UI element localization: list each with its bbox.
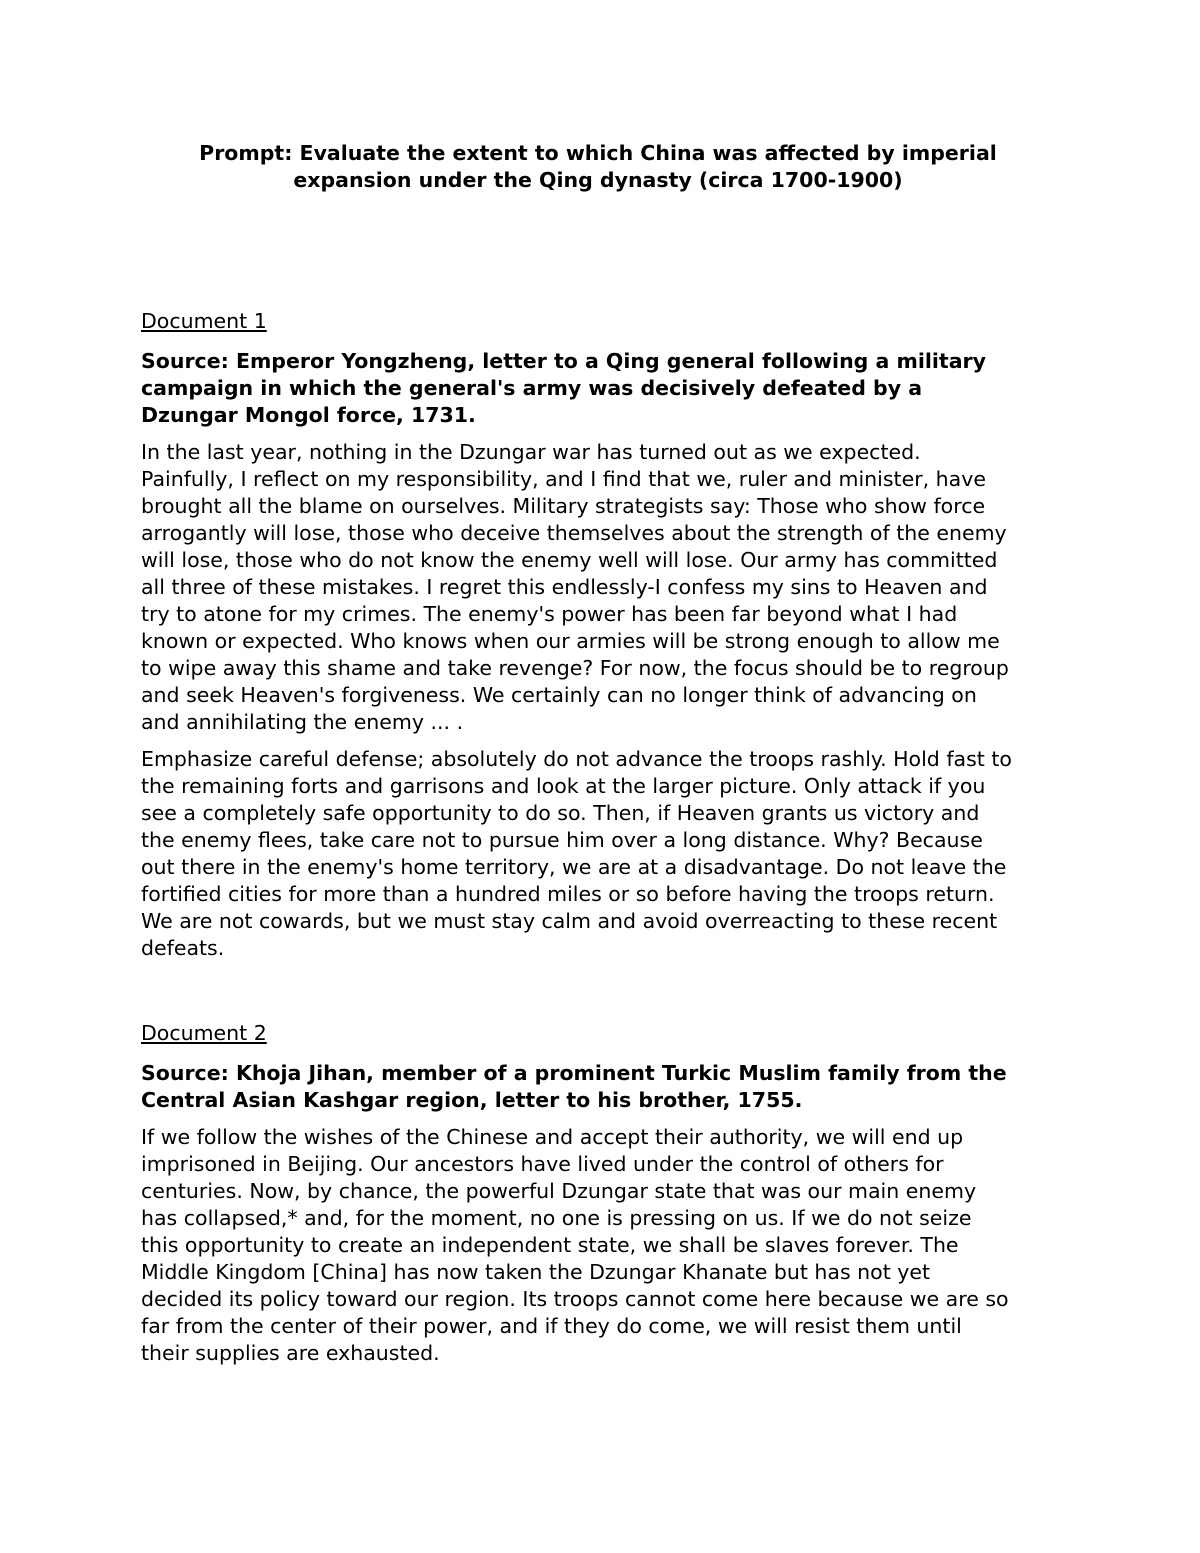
text-line: to wipe away this shame and take revenge? For now, the focus should be to regroup — [141, 656, 1009, 680]
source-line: campaign in which the general's army was decisively defeated by a — [141, 376, 923, 400]
document-1-source — [141, 348, 1061, 429]
text-line: far from the center of their power, and if they do come, we will resist them until — [141, 1314, 962, 1338]
text-line: Middle Kingdom [China] has now taken the Dzungar Khanate but has not yet — [141, 1260, 931, 1284]
document-1-paragraph-1 — [141, 439, 1061, 736]
text-line: Painfully, I reflect on my responsibility, and I find that we, ruler and minister, have — [141, 467, 986, 491]
text-line: this opportunity to create an independent state, we shall be slaves forever. The — [141, 1233, 959, 1257]
source-line: Dzungar Mongol force, 1731. — [141, 403, 476, 427]
text-line: centuries. Now, by chance, the powerful Dzungar state that was our main enemy — [141, 1179, 977, 1203]
source-line: Central Asian Kashgar region, letter to his brother, 1755. — [141, 1088, 803, 1112]
source-line: Source: Emperor Yongzheng, letter to a Qing general following a military — [141, 349, 987, 373]
text-line: the remaining forts and garrisons and look at the larger picture. Only attack if you — [141, 774, 986, 798]
document-1-paragraph-2 — [141, 746, 1061, 962]
text-line: their supplies are exhausted. — [141, 1341, 440, 1365]
text-line: decided its policy toward our region. Its troops cannot come here because we are so — [141, 1287, 1009, 1311]
text-line: brought all the blame on ourselves. Military strategists say: Those who show force — [141, 494, 986, 518]
text-line: arrogantly will lose, those who deceive themselves about the strength of the enemy — [141, 521, 1007, 545]
text-line: out there in the enemy's home territory, we are at a disadvantage. Do not leave the — [141, 855, 1007, 879]
source-line: Source: Khoja Jihan, member of a prominent Turkic Muslim family from the — [141, 1061, 1007, 1085]
text-line: will lose, those who do not know the enemy well will lose. Our army has committed — [141, 548, 998, 572]
prompt-line: expansion under the Qing dynasty (circa 1700-1900) — [293, 168, 903, 192]
document-page — [141, 140, 1061, 1367]
text-line: and annihilating the enemy ... . — [141, 710, 464, 734]
document-2-paragraph-1 — [141, 1124, 1061, 1367]
text-line: see a completely safe opportunity to do so. Then, if Heaven grants us victory and — [141, 801, 980, 825]
text-line: and seek Heaven's forgiveness. We certainly can no longer think of advancing on — [141, 683, 977, 707]
text-line: all three of these mistakes. I regret this endlessly-I confess my sins to Heaven and — [141, 575, 988, 599]
text-line: fortified cities for more than a hundred miles or so before having the troops return. — [141, 882, 995, 906]
text-line: known or expected. Who knows when our armies will be strong enough to allow me — [141, 629, 1000, 653]
text-line: We are not cowards, but we must stay calm and avoid overreacting to these recent — [141, 909, 998, 933]
document-2-heading: Document 2 — [141, 1021, 267, 1045]
document-1-heading: Document 1 — [141, 309, 267, 333]
text-line: imprisoned in Beijing. Our ancestors have lived under the control of others for — [141, 1152, 944, 1176]
text-line: defeats. — [141, 936, 225, 960]
text-line: has collapsed,* and, for the moment, no one is pressing on us. If we do not seize — [141, 1206, 972, 1230]
text-line: Emphasize careful defense; absolutely do not advance the troops rashly. Hold fast to — [141, 747, 1012, 771]
text-line: In the last year, nothing in the Dzungar war has turned out as we expected. — [141, 440, 921, 464]
prompt-line: Prompt: Evaluate the extent to which China was affected by imperial — [199, 141, 997, 165]
prompt — [135, 140, 1061, 194]
document-2-source — [141, 1060, 1061, 1114]
text-line: If we follow the wishes of the Chinese and accept their authority, we will end up — [141, 1125, 964, 1149]
text-line: the enemy flees, take care not to pursue him over a long distance. Why? Because — [141, 828, 983, 852]
text-line: try to atone for my crimes. The enemy's power has been far beyond what I had — [141, 602, 958, 626]
